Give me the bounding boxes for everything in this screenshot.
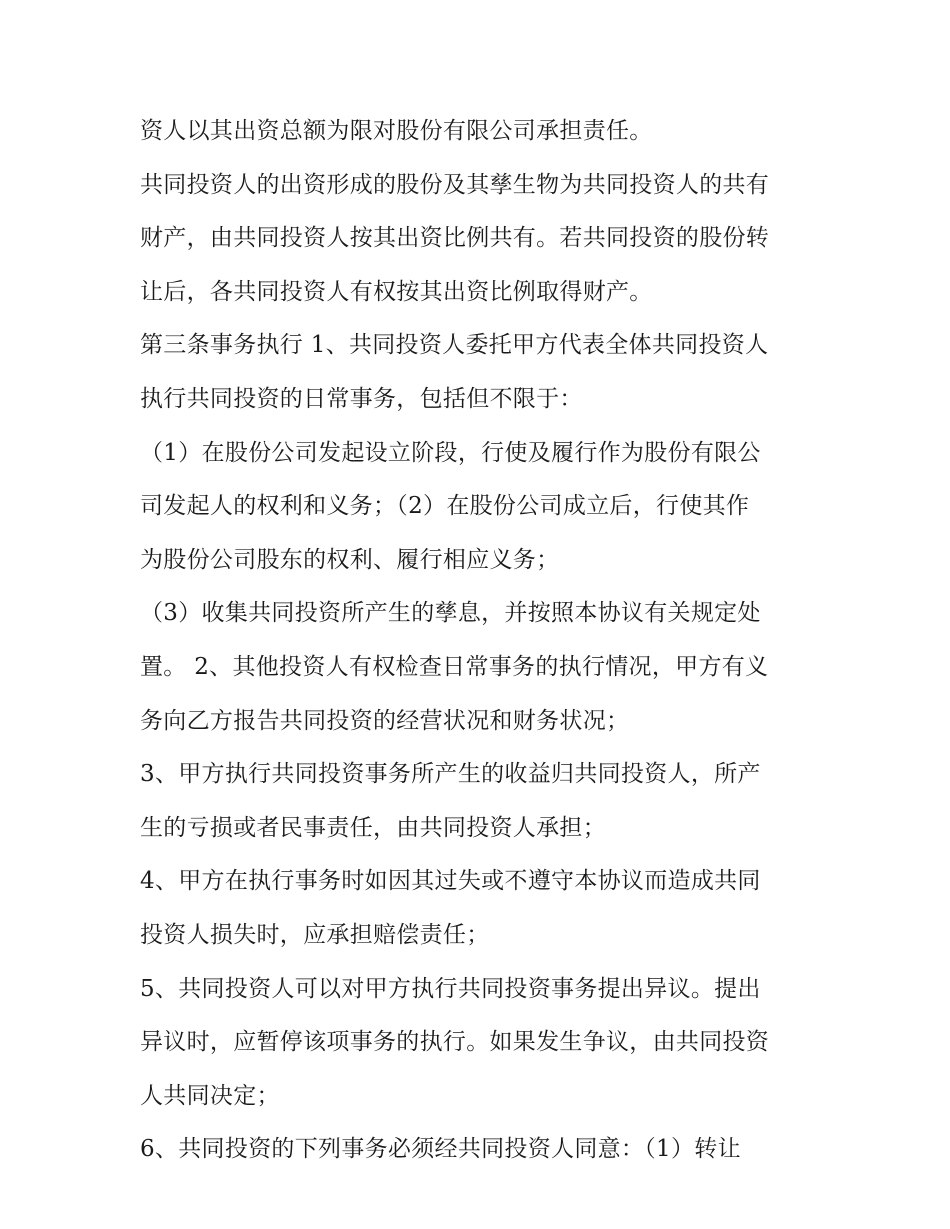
text-line: 为股份公司股东的权利、履行相应义务； — [140, 546, 560, 573]
text-line: 生的亏损或者民事责任，由共同投资人承担； — [140, 814, 606, 841]
text-line: 置。 2、其他投资人有权检查日常事务的执行情况，甲方有义 — [140, 653, 769, 680]
text-line: 财产，由共同投资人按其出资比例共有。若共同投资的股份转 — [140, 225, 770, 252]
text-line: 司发起人的权利和义务；（2）在股份公司成立后，行使其作 — [140, 493, 750, 520]
text-line: 4、甲方在执行事务时如因其过失或不遵守本协议而造成共同 — [140, 868, 761, 895]
text-line: （3）收集共同投资所产生的孳息，并按照本协议有关规定处 — [140, 600, 761, 627]
text-line: 让后，各共同投资人有权按其出资比例取得财产。 — [140, 278, 653, 305]
document-body — [140, 105, 820, 1177]
text-line: 人共同决定； — [140, 1082, 280, 1109]
text-line: 务向乙方报告共同投资的经营状况和财务状况； — [140, 707, 630, 734]
text-line: 3、甲方执行共同投资事务所产生的收益归共同投资人，所产 — [140, 761, 761, 788]
text-line: 5、共同投资人可以对甲方执行共同投资事务提出异议。提出 — [140, 975, 761, 1002]
text-line: 投资人损失时，应承担赔偿责任； — [140, 921, 490, 948]
text-line: 资人以其出资总额为限对股份有限公司承担责任。 — [140, 118, 653, 144]
text-line: 共同投资人的出资形成的股份及其孳生物为共同投资人的共有 — [140, 171, 770, 198]
text-line: 第三条事务执行 1、共同投资人委托甲方代表全体共同投资人 — [140, 332, 769, 359]
text-line: 6、共同投资的下列事务必须经共同投资人同意：（1）转让 — [140, 1136, 741, 1163]
text-line: 异议时，应暂停该项事务的执行。如果发生争议，由共同投资 — [140, 1029, 770, 1056]
text-line: （1）在股份公司发起设立阶段，行使及履行作为股份有限公 — [140, 439, 761, 466]
text-line: 执行共同投资的日常事务，包括但不限于： — [140, 385, 583, 412]
